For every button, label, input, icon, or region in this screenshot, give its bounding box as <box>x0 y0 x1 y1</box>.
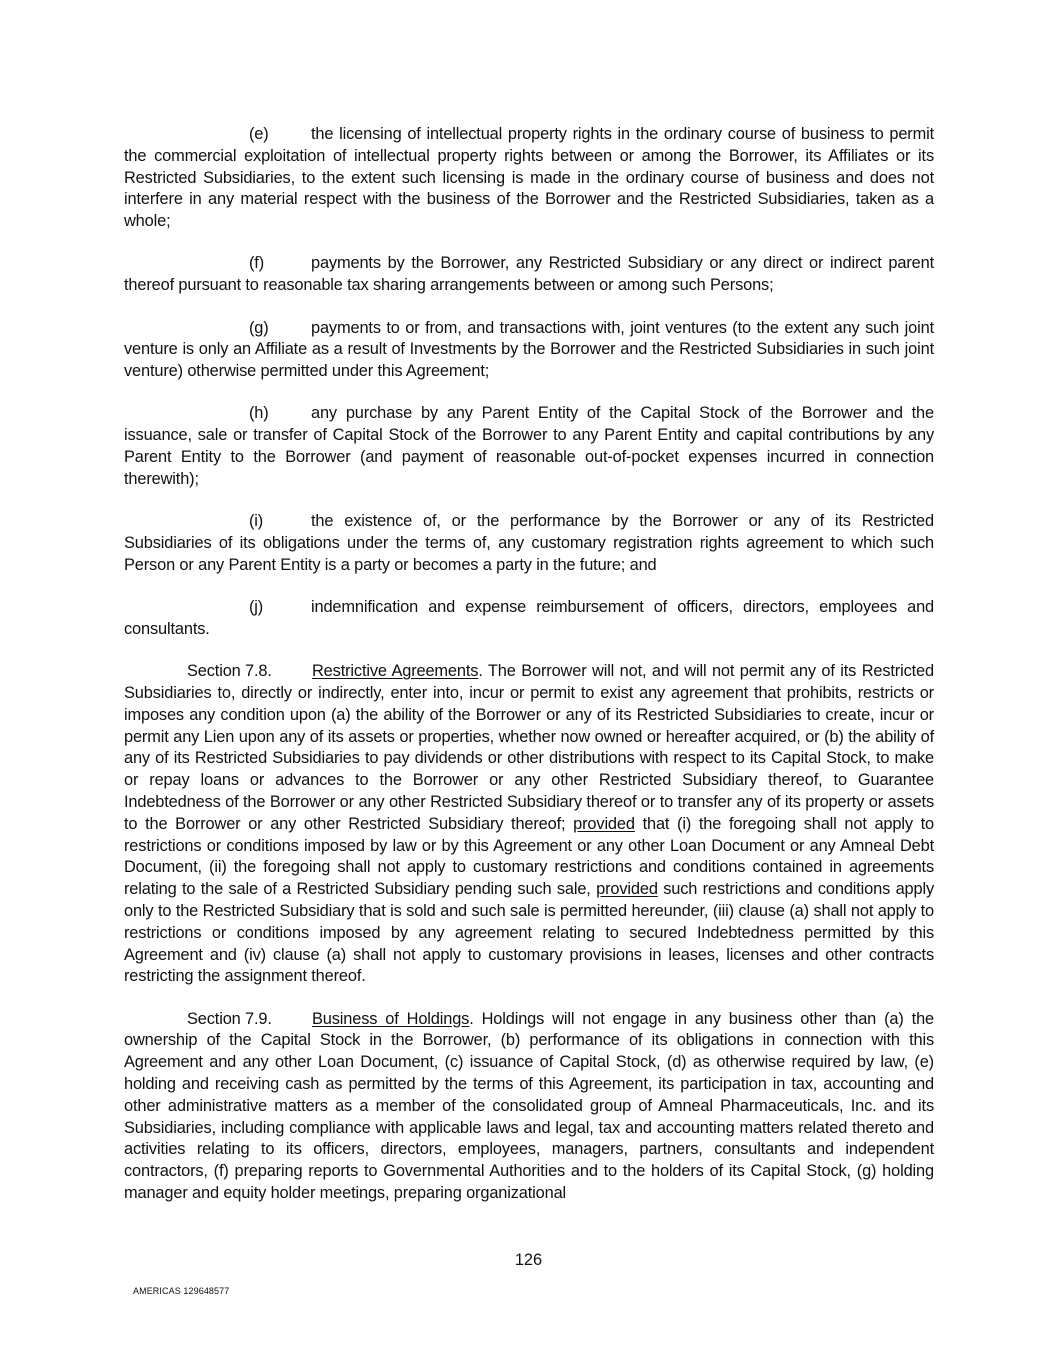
clause-text: the existence of, or the performance by the Borrower or any of its Restricted Subsidiaries of its obligations under the terms of, any customary registration rights agreement to which such Person or any Parent Entity is a party or becomes a party in the future; and <box>124 512 934 574</box>
clause-label: (g) <box>249 318 269 337</box>
section-text: . The Borrower will not, and will not permit any of its Restricted Subsidiaries to, directly or indirectly, enter into, incur or permit to exist any agreement that prohibits, restricts or imposes any condition upon (a) the ability of the Borrower or any of its Restricted Subsidiaries to create, incur or permit any Lien upon any of its assets or properties, whether now owned or hereafter acquired, or (b) the ability of any of its Restricted Subsidiaries to pay dividends or other distributions with respect to its Capital Stock, to make or repay loans or advances to the Borrower or any other Restricted Subsidiary thereof, to Guarantee Indebtedness of the Borrower or any other Restricted Subsidiary thereof or to transfer any of its property or assets to the Borrower or any other Restricted Subsidiary thereof; <box>124 662 934 833</box>
clause-label: (i) <box>249 512 264 531</box>
document-id: AMERICAS 129648577 <box>133 1286 230 1296</box>
section-text: such restrictions and conditions apply only to the Restricted Subsidiary that is sold and such sale is permitted hereunder, (iii) clause (a) shall not apply to restrictions or conditions imposed by any agreement relating to secured Indebtedness permitted by this Agreement and (iv) clause (a) shall not apply to customary provisions in leases, licenses and other contracts restricting the assignment thereof. <box>124 880 935 986</box>
clause-text: indemnification and expense reimbursement of officers, directors, employees and consultants. <box>124 598 934 638</box>
page-number: 126 <box>514 1251 543 1269</box>
section-7-9 <box>124 1009 934 1205</box>
clause-g <box>124 318 934 383</box>
section-text: that (i) the foregoing shall not apply to restrictions or conditions imposed by law or by this Agreement or any other Loan Document or any Amneal Debt Document, (ii) the foregoing shall not apply to customary restrictions and conditions contained in agreements relating to the sale of a Restricted Subsidiary pending such sale, <box>124 814 934 899</box>
document-body <box>124 124 934 1205</box>
provided-term: provided <box>596 880 658 899</box>
clause-text: payments to or from, and transactions with, joint ventures (to the extent any such joint venture is only an Affiliate as a result of Investments by the Borrower and the Restricted Subsidiaries in such joint venture) otherwise permitted under this Agreement; <box>124 318 934 381</box>
clause-label: (f) <box>249 254 265 273</box>
clause-label: (j) <box>249 598 264 617</box>
section-7-8 <box>124 661 934 988</box>
provided-term: provided <box>573 814 635 833</box>
clause-i <box>124 511 934 576</box>
section-number: Section 7.8. <box>187 662 272 681</box>
section-title: Restrictive Agreements <box>312 662 479 681</box>
clause-e <box>124 124 934 233</box>
clause-h <box>124 403 934 490</box>
clause-f <box>124 253 934 297</box>
clause-label: (e) <box>249 125 269 143</box>
section-text: . Holdings will not engage in any business other than (a) the ownership of the Capital Stock in the Borrower, (b) performance of its obligations in connection with this Agreement and any other Loan Document, (c) issuance of Capital Stock, (d) as otherwise required by law, (e) holding and receiving cash as permitted by the terms of this Agreement, its participation in tax, accounting and other administrative matters as a member of the consolidated group of Amneal Pharmaceuticals, Inc. and its Subsidiaries, including compliance with applicable laws and legal, tax and accounting matters related thereto and activities relating to its officers, directors, employees, managers, partners, consultants and independent contractors, (f) preparing reports to Governmental Authorities and to the holders of its Capital Stock, (g) holding manager and equity holder meetings, preparing organizational <box>124 1009 935 1202</box>
clause-text: any purchase by any Parent Entity of the Capital Stock of the Borrower and the issuance, sale or transfer of Capital Stock of the Borrower to any Parent Entity and capital contributions by any Parent Entity to the Borrower (and payment of reasonable out-of-pocket expenses incurred in connection therewith); <box>124 404 934 488</box>
clause-j <box>124 597 934 641</box>
section-number: Section 7.9. <box>187 1009 272 1028</box>
clause-text: payments by the Borrower, any Restricted Subsidiary or any direct or indirect parent thereof pursuant to reasonable tax sharing arrangements between or among such Persons; <box>124 254 934 295</box>
section-title: Business of Holdings <box>312 1009 470 1028</box>
clause-text: the licensing of intellectual property rights in the ordinary course of business to permit the commercial exploitation of intellectual property rights between or among the Borrower, its Affiliates or its Restricted Subsidiaries, to the extent such licensing is made in the ordinary course of business and does not interfere in any material respect with the business of the Borrower and the Restricted Subsidiaries, taken as a whole; <box>124 125 934 231</box>
clause-label: (h) <box>249 404 269 423</box>
